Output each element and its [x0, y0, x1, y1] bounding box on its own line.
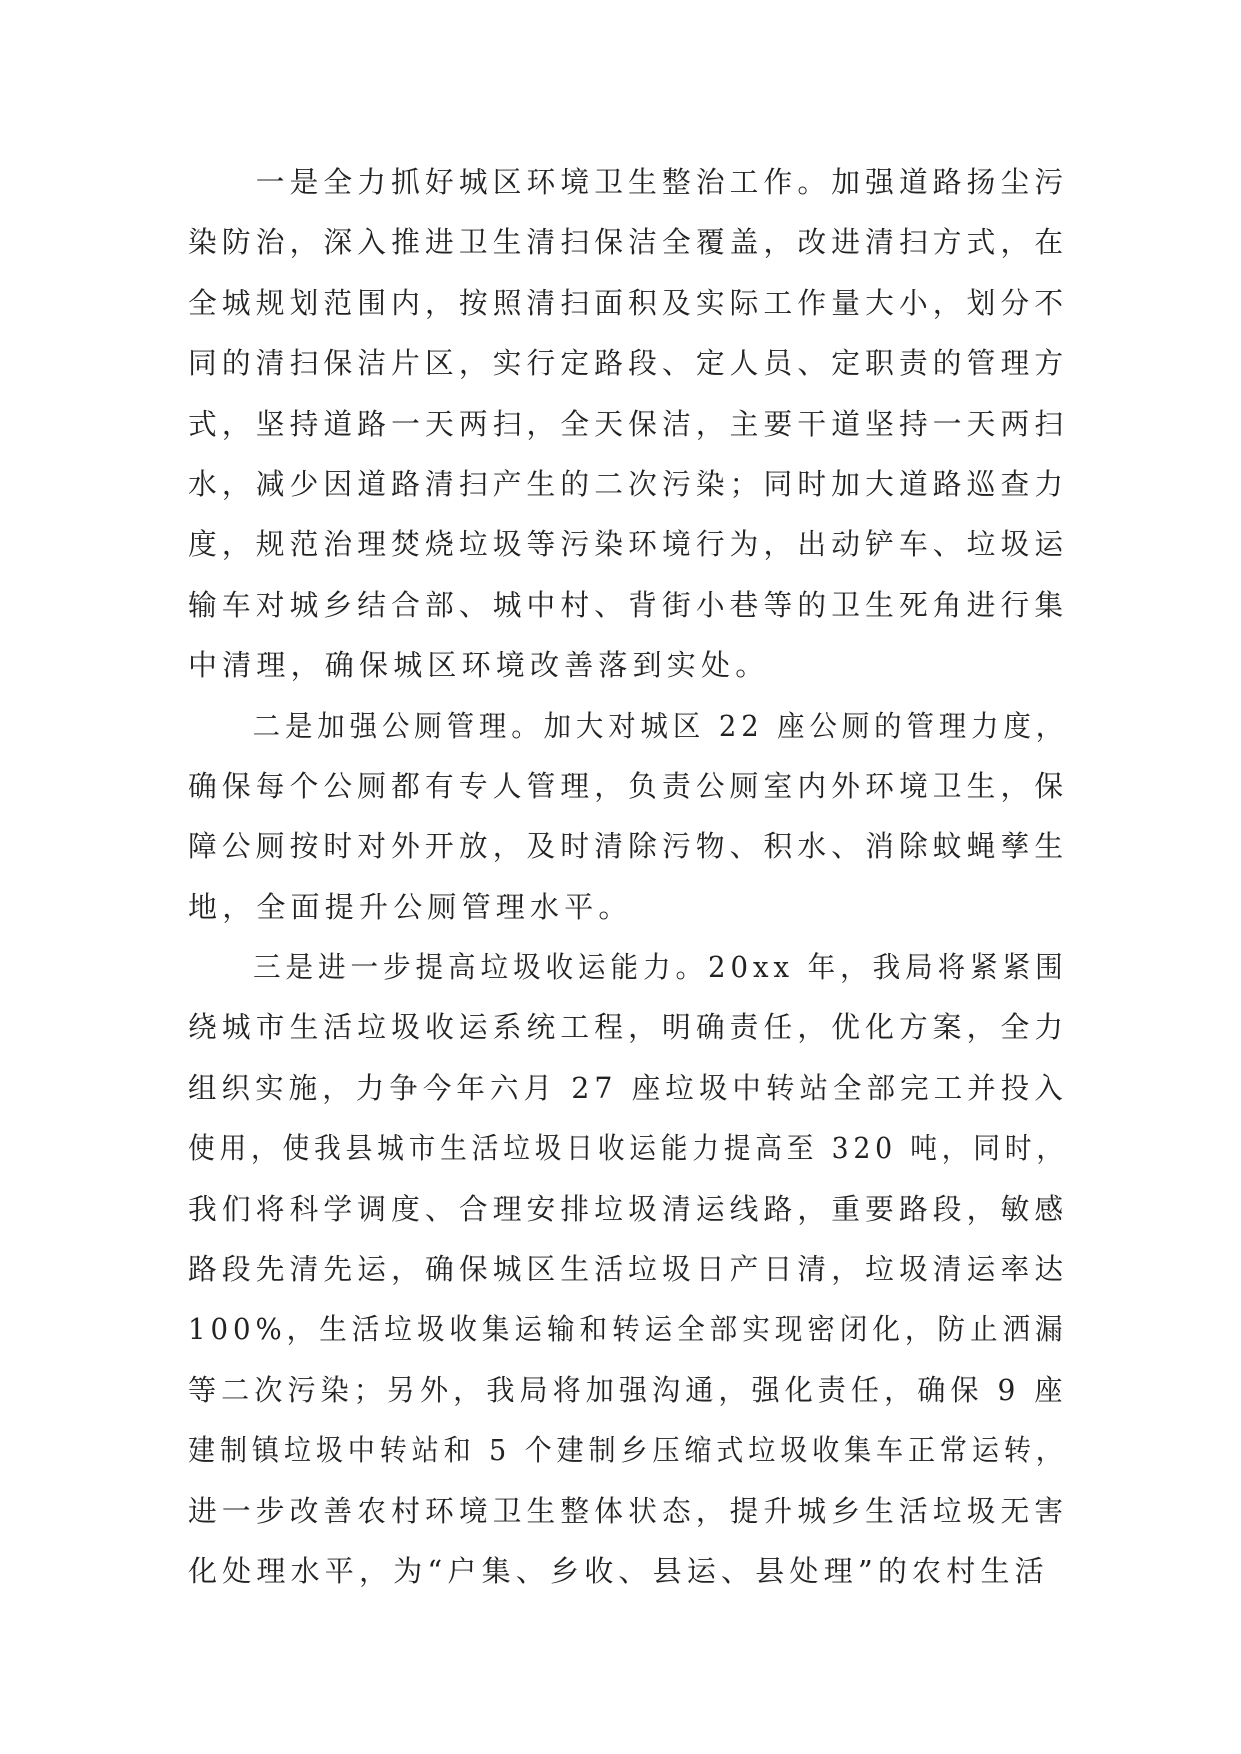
paragraph-city-sanitation: [188, 152, 1068, 696]
text-line: 障公厕按时对外开放，及时清除污物、积水、消除蚊蝇孳生: [188, 829, 1069, 864]
text-line: 等二次污染；另外，我局将加强沟通，强化责任，确保 9 座: [188, 1372, 1068, 1407]
text-line: 同的清扫保洁片区，实行定路段、定人员、定职责的管理方: [188, 346, 1069, 381]
text-line: 中清理，确保城区环境改善落到实处。: [188, 648, 770, 683]
text-line: 组织实施，力争今年六月 27 座垃圾中转站全部完工并投入: [188, 1070, 1068, 1105]
text-line: 路段先清先运，确保城区生活垃圾日产日清，垃圾清运率达: [188, 1252, 1069, 1287]
text-line: 染防治，深入推进卫生清扫保洁全覆盖，改进清扫方式，在: [188, 225, 1069, 260]
text-line: 确保每个公厕都有专人管理，负责公厕室内外环境卫生，保: [188, 768, 1069, 803]
text-line: 输车对城乡结合部、城中村、背街小巷等的卫生死角进行集: [188, 587, 1069, 622]
text-line: 绕城市生活垃圾收运系统工程，明确责任，优化方案，全力: [188, 1010, 1069, 1045]
text-line: 全城规划范围内，按照清扫面积及实际工作量大小，划分不: [188, 285, 1069, 320]
text-line: 地，全面提升公厕管理水平。: [188, 889, 633, 924]
paragraph-garbage-collection: [188, 937, 1068, 1601]
paragraph-public-toilets: [188, 696, 1068, 938]
text-line: 使用，使我县城市生活垃圾日收运能力提高至 320 吨，同时，: [188, 1131, 1068, 1166]
text-line: 二是加强公厕管理。加大对城区 22 座公厕的管理力度，: [188, 708, 1069, 743]
text-line: 建制镇垃圾中转站和 5 个建制乡压缩式垃圾收集车正常运转，: [188, 1433, 1068, 1468]
text-line: 100%，生活垃圾收集运输和转运全部实现密闭化，防止洒漏: [188, 1312, 1068, 1347]
text-line: 进一步改善农村环境卫生整体状态，提升城乡生活垃圾无害: [188, 1493, 1069, 1528]
document-body: [188, 152, 1068, 1601]
text-line: 水，减少因道路清扫产生的二次污染；同时加大道路巡查力: [188, 466, 1069, 501]
text-line: 式，坚持道路一天两扫，全天保洁，主要干道坚持一天两扫: [188, 406, 1069, 441]
text-line: 我们将科学调度、合理安排垃圾清运线路，重要路段，敏感: [188, 1191, 1069, 1226]
text-line: 一是全力抓好城区环境卫生整治工作。加强道路扬尘污: [188, 165, 1069, 199]
text-line: 三是进一步提高垃圾收运能力。20xx 年，我局将紧紧围: [188, 950, 1068, 985]
text-line: 度，规范治理焚烧垃圾等污染环境行为，出动铲车、垃圾运: [188, 527, 1069, 562]
text-line: 化处理水平，为“户集、乡收、县运、县处理”的农村生活: [188, 1553, 1049, 1588]
